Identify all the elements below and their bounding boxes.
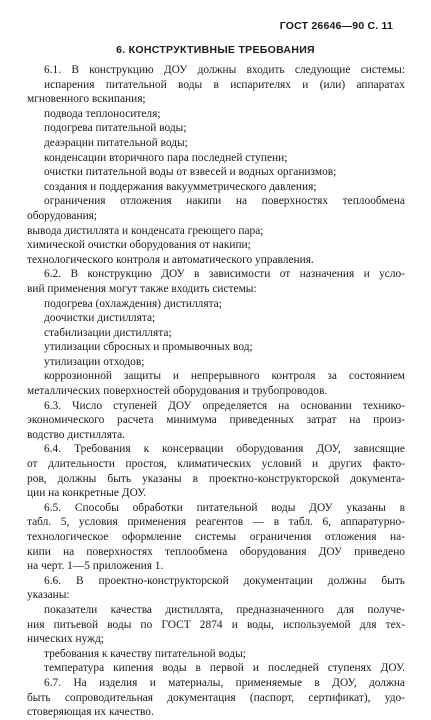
text-line: быть сопроводительная документация (паспорт, сертификат), удо- bbox=[27, 691, 405, 704]
text-line: 6.2. В конструкцию ДОУ в зависимости от назначения и усло- bbox=[44, 268, 405, 281]
text-line: водство дистиллята. bbox=[27, 428, 125, 441]
text-line: вий применения могут также входить системы: bbox=[27, 282, 257, 295]
section-title: 6. КОНСТРУКТИВНЫЕ ТРЕБОВАНИЯ bbox=[116, 44, 315, 56]
text-line: технологическое оформление системы ограничения отложения на- bbox=[27, 531, 405, 543]
text-line: очистки питательной воды от взвесей и водных организмов; bbox=[44, 166, 337, 179]
text-line: экономического расчета минимума приведенных затрат на произ- bbox=[27, 414, 405, 427]
text-line: подогрева (охлаждения) дистиллята; bbox=[44, 297, 222, 310]
text-line: температура кипения воды в первой и последней ступенях ДОУ. bbox=[44, 662, 405, 675]
text-line: доочистки дистиллята; bbox=[44, 312, 156, 325]
text-line: 6.1. В конструкцию ДОУ должны входить следующие системы: bbox=[44, 64, 405, 76]
text-line: 6.4. Требования к консервации оборудования ДОУ, зависящие bbox=[44, 443, 405, 456]
text-line: на черт. 1—5 приложения 1. bbox=[27, 560, 164, 573]
text-line: подогрева питательной воды; bbox=[44, 122, 187, 135]
text-line: ции на конкретные ДОУ. bbox=[27, 487, 147, 500]
text-line: показатели качества дистиллята, предназначенного для получе- bbox=[44, 603, 405, 616]
text-line: деаэрации питательной воды; bbox=[44, 136, 188, 149]
text-line: подвода теплоносителя; bbox=[44, 107, 161, 120]
text-line: ров, должны быть указаны в проектно-конструкторской документа- bbox=[27, 472, 405, 485]
text-line: 6.3. Число ступеней ДОУ определяется на основании технико- bbox=[44, 399, 405, 412]
text-line: нических нужд; bbox=[27, 633, 104, 646]
text-line: 6.6. В проектно-конструкторской документации должны быть bbox=[44, 574, 405, 587]
text-line: технологического контроля и автоматического управления. bbox=[27, 253, 314, 266]
document-body bbox=[27, 63, 405, 720]
text-line: коррозионной защиты и непрерывного контроля за состоянием bbox=[44, 370, 405, 383]
text-line: вывода дистиллята и конденсата греющего пара; bbox=[27, 224, 264, 237]
text-line: утилизации сбросных и промывочных вод; bbox=[44, 341, 253, 354]
text-line: 6.5. Способы обработки питательной воды ДОУ указаны в bbox=[44, 501, 405, 514]
text-line: от длительности простоя, климатических условий и других факто- bbox=[27, 458, 405, 471]
text-line: конденсации вторичного пара последней ступени; bbox=[44, 151, 288, 164]
text-line: создания и поддержания вакуумметрического давления; bbox=[44, 180, 317, 193]
text-line: табл. 5, условия применения реагентов — в табл. 6, аппаратурно- bbox=[27, 516, 405, 529]
text-line: указаны: bbox=[27, 589, 70, 602]
text-line: металлических поверхностей оборудования и трубопроводов. bbox=[27, 385, 328, 398]
text-line: стабилизации дистиллята; bbox=[44, 326, 172, 339]
text-line: мгновенного вскипания; bbox=[27, 93, 146, 106]
text-line: испарения питательной воды в испарителях и (или) аппаратах bbox=[44, 78, 405, 91]
text-line: кипи на поверхностях теплообмена оборудования ДОУ приведено bbox=[27, 545, 405, 558]
text-line: стоверяющая их качество. bbox=[27, 706, 154, 719]
text-line: химической очистки оборудования от накипи; bbox=[27, 239, 251, 252]
text-line: требования к качеству питательной воды; bbox=[44, 647, 246, 660]
text-line: утилизации отходов; bbox=[44, 355, 145, 368]
text-line: ния питьевой воды по ГОСТ 2874 и воды, используемой для тех- bbox=[27, 618, 405, 631]
text-line: 6.7. На изделия и материалы, применяемые в ДОУ, должна bbox=[44, 676, 405, 689]
text-line: оборудования; bbox=[27, 209, 98, 222]
running-head: ГОСТ 26646—90 С. 11 bbox=[279, 20, 393, 32]
text-line: ограничения отложения накипи на поверхностях теплообмена bbox=[44, 195, 405, 208]
